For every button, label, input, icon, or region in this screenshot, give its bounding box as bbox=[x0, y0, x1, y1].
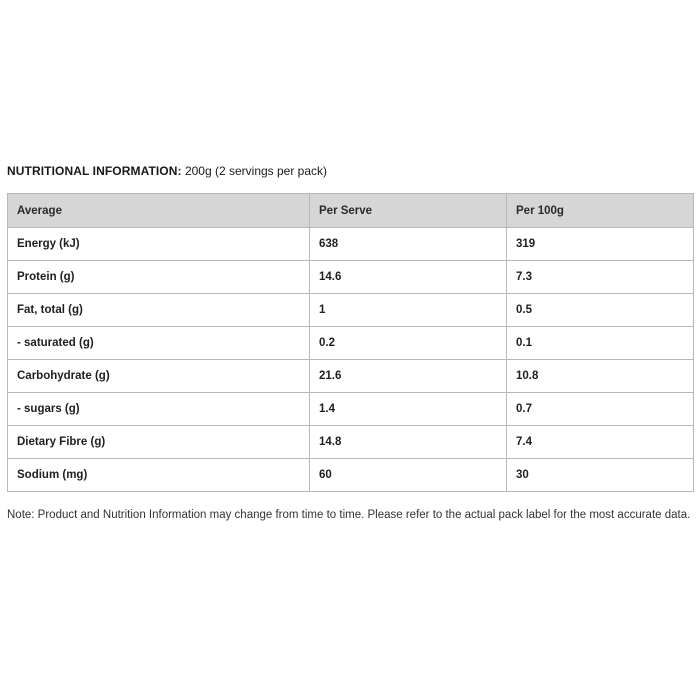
per-100g-value: 30 bbox=[507, 459, 694, 492]
per-100g-value: 10.8 bbox=[507, 360, 694, 393]
nutrient-name: Fat, total (g) bbox=[8, 294, 310, 327]
nutrient-name: Sodium (mg) bbox=[8, 459, 310, 492]
table-row bbox=[8, 261, 694, 294]
per-100g-value: 7.3 bbox=[507, 261, 694, 294]
table-row bbox=[8, 459, 694, 492]
header-per-100g: Per 100g bbox=[507, 194, 694, 228]
per-serve-value: 60 bbox=[310, 459, 507, 492]
per-serve-value: 1 bbox=[310, 294, 507, 327]
table-row bbox=[8, 360, 694, 393]
table-row bbox=[8, 294, 694, 327]
per-100g-value: 7.4 bbox=[507, 426, 694, 459]
header-per-serve: Per Serve bbox=[310, 194, 507, 228]
per-serve-value: 1.4 bbox=[310, 393, 507, 426]
per-serve-value: 638 bbox=[310, 228, 507, 261]
table-row bbox=[8, 393, 694, 426]
table-row bbox=[8, 327, 694, 360]
nutrient-name: Protein (g) bbox=[8, 261, 310, 294]
disclaimer-note: Note: Product and Nutrition Information may change from time to time. Please refer to the actual pack label for the most accurate data. bbox=[7, 509, 691, 521]
per-serve-value: 21.6 bbox=[310, 360, 507, 393]
heading-detail: 200g (2 servings per pack) bbox=[181, 164, 328, 178]
per-serve-value: 0.2 bbox=[310, 327, 507, 360]
nutrient-name: Carbohydrate (g) bbox=[8, 360, 310, 393]
per-100g-value: 0.7 bbox=[507, 393, 694, 426]
per-100g-value: 319 bbox=[507, 228, 694, 261]
per-100g-value: 0.1 bbox=[507, 327, 694, 360]
table-row bbox=[8, 426, 694, 459]
nutrient-name: - saturated (g) bbox=[8, 327, 310, 360]
per-100g-value: 0.5 bbox=[507, 294, 694, 327]
heading-label: NUTRITIONAL INFORMATION: bbox=[7, 164, 182, 178]
per-serve-value: 14.8 bbox=[310, 426, 507, 459]
nutrition-heading bbox=[7, 163, 327, 179]
nutrition-table bbox=[7, 193, 694, 492]
per-serve-value: 14.6 bbox=[310, 261, 507, 294]
nutrient-name: Dietary Fibre (g) bbox=[8, 426, 310, 459]
table-row bbox=[8, 228, 694, 261]
nutrient-name: - sugars (g) bbox=[8, 393, 310, 426]
table-header-row bbox=[8, 194, 694, 228]
nutrient-name: Energy (kJ) bbox=[8, 228, 310, 261]
header-average: Average bbox=[8, 194, 310, 228]
